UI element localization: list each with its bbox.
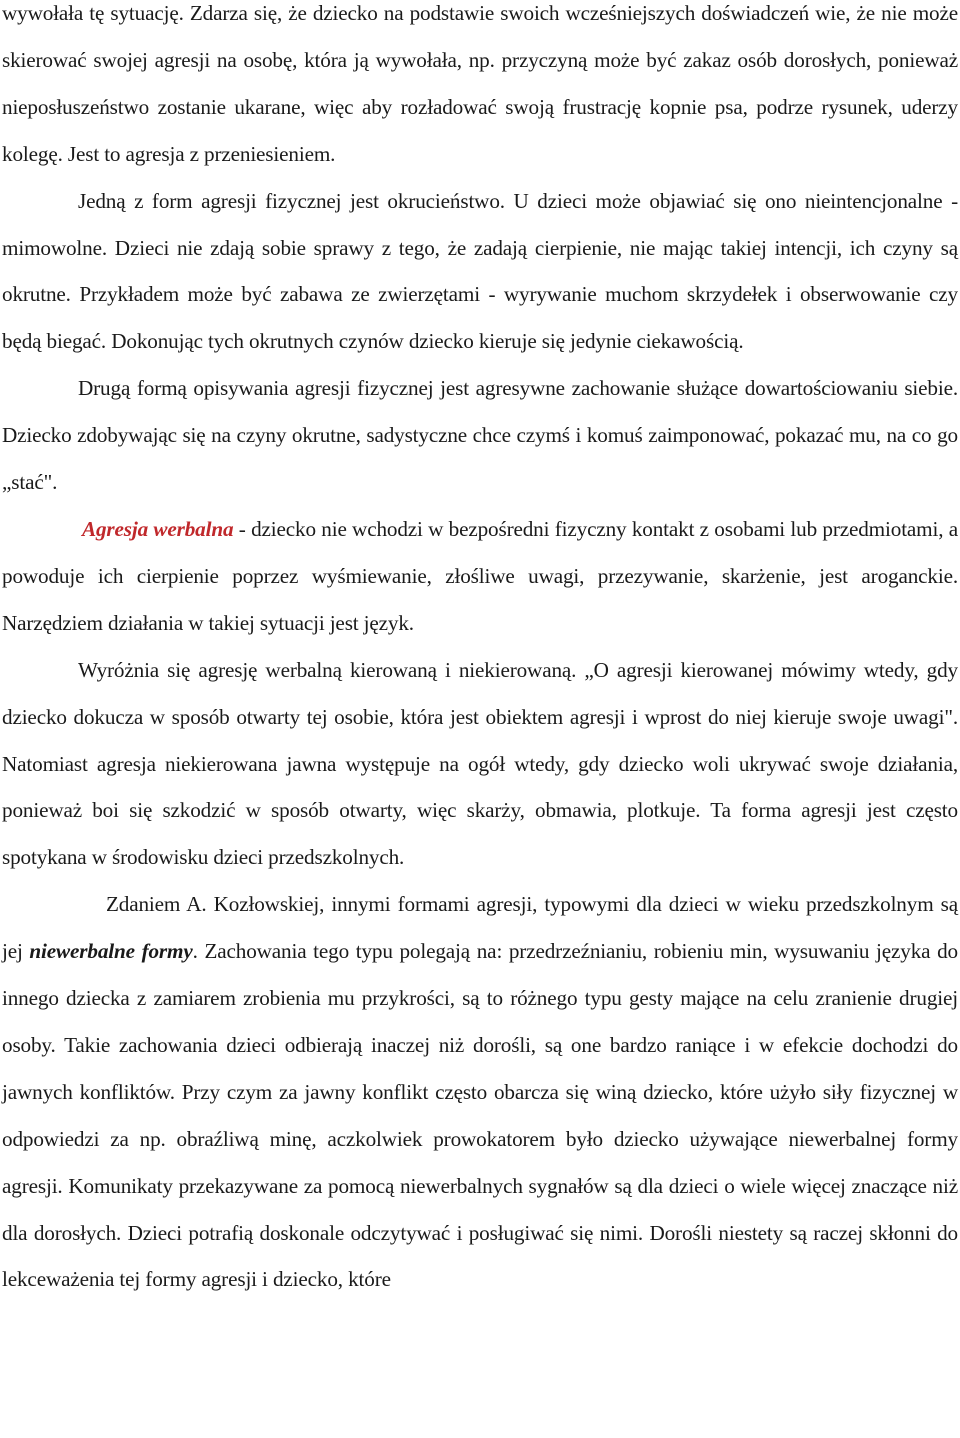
- paragraph-cruelty: [2, 178, 958, 366]
- paragraph-nonverbal-aggression: [2, 881, 958, 1303]
- paragraph-text: wywołała tę sytuację. Zdarza się, że dziecko na podstawie swoich wcześniejszych doświadczeń wie, że nie może skierować swojej agresji na osobę, która ją wywołała, np. przyczyną może być zakaz osób dorosłych, ponieważ nieposłuszeństwo zostanie ukarane, więc aby rozładować swoją frustrację kopnie psa, podrze rysunek, uderzy kolegę. Jest to agresja z przeniesieniem.: [2, 1, 958, 166]
- paragraph-text: Drugą formą opisywania agresji fizycznej jest agresywne zachowanie służące dowartościowaniu siebie. Dziecko zdobywając się na czyny okrutne, sadystyczne chce czymś i komuś zaimponować, pokazać mu, na co go „stać".: [2, 376, 958, 495]
- paragraph-text-after: . Zachowania tego typu polegają na: przedrzeźnianiu, robieniu min, wysuwaniu języka do innego dziecka z zamiarem zrobienia mu przykrości, są to różnego typu gesty mające na celu zranienie drugiej osoby. Takie zachowania dzieci odbierają inaczej niż dorośli, są one bardzo raniące i w efekcie dochodzi do jawnych konfliktów. Przy czym za jawny konflikt często obarcza się winą dziecko, które użyło siły fizycznej w odpowiedzi za np. obraźliwą minę, aczkolwiek prowokatorem było dziecko używające niewerbalnej formy agresji. Komunikaty przekazywane za pomocą niewerbalnych sygnałów są dla dzieci o wiele więcej znaczące niż dla dorosłych. Dzieci potrafią doskonale odczytywać i posługiwać się nimi. Dorośli niestety są raczej skłonni do lekceważenia tej formy agresji i dziecko, które: [2, 939, 958, 1292]
- paragraph-verbal-aggression: [2, 506, 958, 647]
- term-verbal-aggression: Agresja werbalna: [82, 516, 234, 541]
- paragraph-text: Wyróżnia się agresję werbalną kierowaną i niekierowaną. „O agresji kierowanej mówimy wtedy, gdy dziecko dokucza w sposób otwarty tej osobie, która jest obiektem agresji i wprost do niej kieruje swoje uwagi". Natomiast agresja niekierowana jawna występuje na ogół wtedy, gdy dziecko woli ukrywać swoje działania, ponieważ boi się szkodzić w sposób otwarty, więc skarży, obmawia, plotkuje. Ta forma agresji jest często spotykana w środowisku dzieci przedszkolnych.: [2, 657, 958, 870]
- paragraph-text: - dziecko nie wchodzi w bezpośredni fizyczny kontakt z osobami lub przedmiotami, a powoduje ich cierpienie poprzez wyśmiewanie, złośliwe uwagi, przezywanie, skarżenie, jest aroganckie. Narzędziem działania w takiej sytuacji jest język.: [2, 516, 959, 635]
- paragraph-text: Jedną z form agresji fizycznej jest okrucieństwo. U dzieci może objawiać się ono nieintencjonalne - mimowolne. Dzieci nie zdają sobie sprawy z tego, że zadają cierpienie, nie mając takiej intencji, ich czyny są okrutne. Przykładem może być zabawa ze zwierzętami - wyrywanie muchom skrzydełek i obserwowanie czy będą biegać. Dokonując tych okrutnych czynów dziecko kieruje się jedynie ciekawością.: [2, 188, 958, 354]
- paragraph-text-before: Zdaniem A. Kozłowskiej, innymi formami agresji, typowymi dla dzieci w wieku przedszkolnym są jej: [2, 892, 958, 964]
- paragraph-displaced-aggression: [2, 0, 958, 178]
- term-nonverbal-forms: niewerbalne formy: [29, 939, 193, 964]
- paragraph-self-affirmation: [2, 365, 958, 506]
- paragraph-directed-verbal-aggression: [2, 647, 958, 882]
